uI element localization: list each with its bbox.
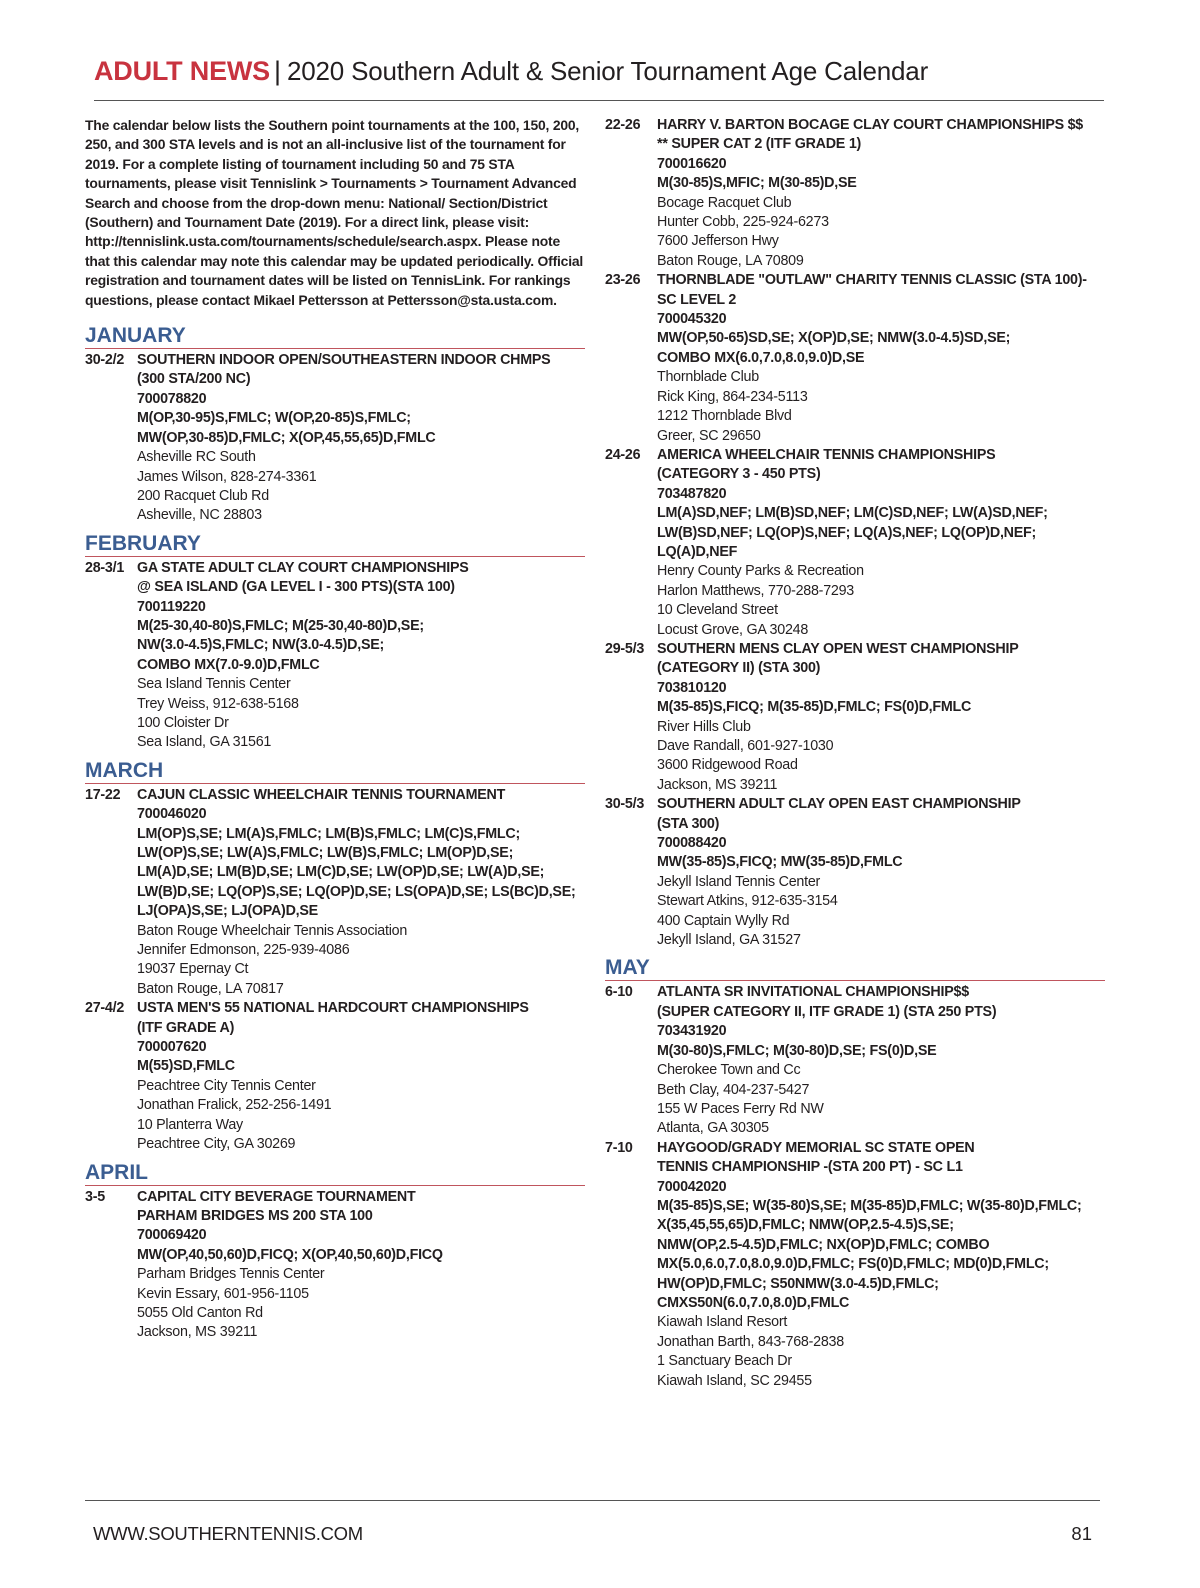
tournament-entry <box>605 116 1105 271</box>
tournament-name: GA STATE ADULT CLAY COURT CHAMPIONSHIPS <box>137 559 469 576</box>
city-state-zip: Locust Grove, GA 30248 <box>657 621 809 638</box>
contact-line: Beth Clay, 404-237-5427 <box>657 1081 810 1098</box>
contact-line: Kevin Essary, 601-956-1105 <box>137 1285 309 1302</box>
tournament-dates: 24-26 <box>605 446 641 463</box>
tournament-detail-line: 700119220 <box>137 598 206 615</box>
tournament-detail-line: CMXS50N(6.0,7.0,8.0)D,FMLC <box>657 1294 850 1311</box>
tournament-entry <box>605 1139 1105 1391</box>
city-state-zip: Asheville, NC 28803 <box>137 507 262 524</box>
contact-line: Jonathan Barth, 843-768-2838 <box>657 1333 844 1350</box>
venue-name: Bocage Racquet Club <box>657 194 792 211</box>
venue-name: Parham Bridges Tennis Center <box>137 1266 325 1283</box>
tournament-detail-line: M(35-85)S,SE; W(35-80)S,SE; M(35-85)D,FMLC; W(35-80)D,FMLC; <box>657 1197 1082 1214</box>
city-state-zip: Greer, SC 29650 <box>657 427 761 444</box>
tournament-detail-line: (CATEGORY II) (STA 300) <box>657 660 821 677</box>
city-state-zip: Baton Rouge, LA 70809 <box>657 252 804 269</box>
city-state-zip: Jekyll Island, GA 31527 <box>657 932 801 949</box>
month-heading: JANUARY <box>85 324 585 349</box>
tournament-details <box>137 1188 585 1343</box>
tournament-detail-line: MX(5.0,6.0,7.0,8.0,9.0)D,FMLC; FS(0)D,FMLC; MD(0)D,FMLC; <box>657 1256 1049 1273</box>
tournament-detail-line: 700007620 <box>137 1039 207 1056</box>
tournament-dates: 23-26 <box>605 272 641 289</box>
city-state-zip: Atlanta, GA 30305 <box>657 1120 769 1137</box>
tournament-name: CAPITAL CITY BEVERAGE TOURNAMENT <box>137 1188 416 1205</box>
venue-name: Kiawah Island Resort <box>657 1314 788 1331</box>
tournament-detail-line: NW(3.0-4.5)S,FMLC; NW(3.0-4.5)D,SE; <box>137 637 385 654</box>
tournament-detail-line: COMBO MX(6.0,7.0,8.0,9.0)D,SE <box>657 349 865 366</box>
address-line: 155 W Paces Ferry Rd NW <box>657 1100 824 1117</box>
city-state-zip: Peachtree City, GA 30269 <box>137 1136 296 1153</box>
tournament-detail-line: M(30-85)S,MFIC; M(30-85)D,SE <box>657 175 857 192</box>
tournament-entry <box>85 559 585 753</box>
tournament-detail-line: ** SUPER CAT 2 (ITF GRADE 1) <box>657 136 862 153</box>
tournament-details <box>657 271 1105 446</box>
april-continued-events <box>605 116 1105 956</box>
tournament-detail-line: 703810120 <box>657 679 727 696</box>
tournament-entry <box>605 271 1105 446</box>
tournament-dates: 17-22 <box>85 786 121 803</box>
tournament-details <box>137 351 585 526</box>
tournament-detail-line: LW(B)SD,NEF; LQ(OP)S,NEF; LQ(A)S,NEF; LQ(OP)D,NEF; <box>657 524 1037 541</box>
venue-name: Peachtree City Tennis Center <box>137 1077 316 1094</box>
tournament-detail-line: M(35-85)S,FICQ; M(35-85)D,FMLC; FS(0)D,FMLC <box>657 699 972 716</box>
tournament-detail-line: M(OP,30-95)S,FMLC; W(OP,20-85)S,FMLC; <box>137 410 411 427</box>
footer-website: WWW.SOUTHERNTENNIS.COM <box>93 1523 363 1544</box>
month-heading: APRIL <box>85 1161 585 1186</box>
section-brand: ADULT NEWS <box>94 56 270 86</box>
page-number: 81 <box>1071 1523 1092 1544</box>
tournament-details <box>657 446 1105 640</box>
address-line: 200 Racquet Club Rd <box>137 487 269 504</box>
tournament-name: USTA MEN'S 55 NATIONAL HARDCOURT CHAMPIONSHIPS <box>137 1000 529 1017</box>
tournament-entry <box>85 1188 585 1343</box>
left-column <box>85 116 585 1349</box>
city-state-zip: Jackson, MS 39211 <box>137 1324 258 1341</box>
address-line: 7600 Jefferson Hwy <box>657 233 779 250</box>
tournament-detail-line: M(25-30,40-80)S,FMLC; M(25-30,40-80)D,SE; <box>137 617 424 634</box>
tournament-dates: 7-10 <box>605 1139 633 1156</box>
tournament-detail-line: (ITF GRADE A) <box>137 1019 235 1036</box>
tournament-entry <box>85 351 585 526</box>
tournament-details <box>137 999 585 1154</box>
address-line: 400 Captain Wylly Rd <box>657 912 790 929</box>
venue-name: Sea Island Tennis Center <box>137 676 291 693</box>
city-state-zip: Baton Rouge, LA 70817 <box>137 980 284 997</box>
tournament-details <box>137 559 585 753</box>
right-month-list <box>605 956 1105 1397</box>
tournament-detail-line: X(35,45,55,65)D,FMLC; NMW(OP,2.5-4.5)S,SE; <box>657 1217 954 1234</box>
address-line: 1 Sanctuary Beach Dr <box>657 1353 792 1370</box>
tournament-name: SOUTHERN ADULT CLAY OPEN EAST CHAMPIONSHIP <box>657 796 1021 813</box>
page-title: 2020 Southern Adult & Senior Tournament Age Calendar <box>287 56 929 86</box>
tournament-detail-line: SC LEVEL 2 <box>657 291 737 308</box>
address-line: 5055 Old Canton Rd <box>137 1304 263 1321</box>
month-heading: MARCH <box>85 759 585 784</box>
tournament-detail-line: M(55)SD,FMLC <box>137 1058 235 1075</box>
address-line: 10 Cleveland Street <box>657 602 778 619</box>
tournament-name: AMERICA WHEELCHAIR TENNIS CHAMPIONSHIPS <box>657 446 996 463</box>
venue-name: River Hills Club <box>657 718 751 735</box>
tournament-detail-line: (STA 300) <box>657 815 720 832</box>
tournament-detail-line: @ SEA ISLAND (GA LEVEL I - 300 PTS)(STA 100) <box>137 579 455 596</box>
tournament-detail-line: MW(OP,30-85)D,FMLC; X(OP,45,55,65)D,FMLC <box>137 429 436 446</box>
contact-line: Hunter Cobb, 225-924-6273 <box>657 214 829 231</box>
contact-line: Dave Randall, 601-927-1030 <box>657 738 834 754</box>
contact-line: James Wilson, 828-274-3361 <box>137 468 317 485</box>
tournament-detail-line: 700078820 <box>137 390 207 407</box>
tournament-name: HARRY V. BARTON BOCAGE CLAY COURT CHAMPIONSHIPS $$ <box>657 117 1084 133</box>
address-line: 19037 Epernay Ct <box>137 961 249 978</box>
city-state-zip: Kiawah Island, SC 29455 <box>657 1372 812 1389</box>
tournament-detail-line: NMW(OP,2.5-4.5)D,FMLC; NX(OP)D,FMLC; COMBO <box>657 1236 990 1253</box>
tournament-entry <box>605 640 1105 795</box>
tournament-detail-line: LW(OP)S,SE; LW(A)S,FMLC; LW(B)S,FMLC; LM(OP)D,SE; <box>137 845 514 861</box>
tournament-detail-line: M(30-80)S,FMLC; M(30-80)D,SE; FS(0)D,SE <box>657 1042 937 1059</box>
city-state-zip: Sea Island, GA 31561 <box>137 734 272 751</box>
tournament-entry <box>605 983 1105 1138</box>
tournament-detail-line: (300 STA/200 NC) <box>137 371 251 388</box>
tournament-detail-line: LM(A)SD,NEF; LM(B)SD,NEF; LM(C)SD,NEF; LW(A)SD,NEF; <box>657 505 1048 522</box>
tournament-dates: 30-2/2 <box>85 352 125 369</box>
venue-name: Baton Rouge Wheelchair Tennis Association <box>137 922 408 939</box>
address-line: 3600 Ridgewood Road <box>657 757 798 774</box>
tournament-details <box>657 116 1105 271</box>
address-line: 1212 Thornblade Blvd <box>657 408 792 425</box>
header-separator: | <box>273 56 281 86</box>
tournament-dates: 6-10 <box>605 984 633 1001</box>
tournament-entry <box>605 446 1105 640</box>
tournament-detail-line: HW(OP)D,FMLC; S50NMW(3.0-4.5)D,FMLC; <box>657 1275 939 1292</box>
intro-paragraph: The calendar below lists the Southern point tournaments at the 100, 150, 200, 250, and 300 STA levels and is not an all-inclusive list of the tournament for 2019. For a complete listing of tournament including 50 and 75 STA tournaments, please visit Tennislink > Tournaments > Tournament Advanced Search and choose from the drop-down menu: National/ Section/District (Southern) and Tournament Date (2019). For a direct link, please visit: http://tennislink.usta.com/tournaments/schedule/search.aspx. Please note that this calendar may note this calendar may be updated periodically. Official registration and tournament dates will be listed on TennisLink. For rankings questions, please contact Mikael Pettersson at Pettersson@sta.usta.com. <box>85 117 584 308</box>
venue-name: Henry County Parks & Recreation <box>657 563 864 580</box>
tournament-detail-line: 703431920 <box>657 1023 727 1040</box>
tournament-detail-line: 700045320 <box>657 311 727 328</box>
tournament-detail-line: LM(A)D,SE; LM(B)D,SE; LM(C)D,SE; LW(OP)D,SE; LW(A)D,SE; <box>137 864 545 881</box>
tournament-detail-line: LJ(OPA)S,SE; LJ(OPA)D,SE <box>137 903 318 920</box>
tournament-name: SOUTHERN MENS CLAY OPEN WEST CHAMPIONSHIP <box>657 640 1019 657</box>
tournament-dates: 22-26 <box>605 117 641 133</box>
tournament-dates: 27-4/2 <box>85 1000 125 1017</box>
tournament-detail-line: 700046020 <box>137 806 207 823</box>
tournament-dates: 3-5 <box>85 1188 105 1205</box>
tournament-detail-line: 700069420 <box>137 1227 207 1244</box>
contact-line: Jonathan Fralick, 252-256-1491 <box>137 1097 332 1114</box>
tournament-detail-line: LM(OP)S,SE; LM(A)S,FMLC; LM(B)S,FMLC; LM(C)S,FMLC; <box>137 825 520 842</box>
tournament-name: THORNBLADE "OUTLAW" CHARITY TENNIS CLASSIC (STA 100)- <box>657 272 1087 289</box>
address-line: 100 Cloister Dr <box>137 714 229 731</box>
city-state-zip: Jackson, MS 39211 <box>657 776 778 793</box>
venue-name: Asheville RC South <box>137 449 256 466</box>
tournament-detail-line: MW(OP,40,50,60)D,FICQ; X(OP,40,50,60)D,FICQ <box>137 1246 443 1263</box>
tournament-name: SOUTHERN INDOOR OPEN/SOUTHEASTERN INDOOR CHMPS <box>137 352 551 369</box>
tournament-details <box>137 786 585 999</box>
month-heading: FEBRUARY <box>85 532 585 557</box>
tournament-detail-line: LW(B)D,SE; LQ(OP)S,SE; LQ(OP)D,SE; LS(OPA)D,SE; LS(BC)D,SE; <box>137 883 576 900</box>
month-heading: MAY <box>605 956 1105 981</box>
tournament-detail-line: 700016620 <box>657 155 727 172</box>
tournament-detail-line: COMBO MX(7.0-9.0)D,FMLC <box>137 656 320 673</box>
address-line: 10 Planterra Way <box>137 1116 243 1133</box>
tournament-detail-line: TENNIS CHAMPIONSHIP -(STA 200 PT) - SC L1 <box>657 1159 963 1176</box>
venue-name: Thornblade Club <box>657 369 759 386</box>
tournament-details <box>657 795 1105 950</box>
page-header <box>94 56 1104 101</box>
tournament-detail-line: (SUPER CATEGORY II, ITF GRADE 1) (STA 250 PTS) <box>657 1003 997 1020</box>
contact-line: Harlon Matthews, 770-288-7293 <box>657 582 854 599</box>
venue-name: Cherokee Town and Cc <box>657 1062 801 1079</box>
tournament-name: CAJUN CLASSIC WHEELCHAIR TENNIS TOURNAMENT <box>137 786 506 803</box>
left-month-list <box>85 324 585 1349</box>
tournament-detail-line: MW(OP,50-65)SD,SE; X(OP)D,SE; NMW(3.0-4.5)SD,SE; <box>657 330 1011 347</box>
tournament-details <box>657 1139 1105 1391</box>
tournament-name: HAYGOOD/GRADY MEMORIAL SC STATE OPEN <box>657 1139 975 1156</box>
tournament-dates: 28-3/1 <box>85 559 125 576</box>
tournament-detail-line: (CATEGORY 3 - 450 PTS) <box>657 466 821 483</box>
page-footer <box>85 1500 1100 1551</box>
tournament-name: ATLANTA SR INVITATIONAL CHAMPIONSHIP$$ <box>657 984 969 1001</box>
contact-line: Stewart Atkins, 912-635-3154 <box>657 893 838 910</box>
venue-name: Jekyll Island Tennis Center <box>657 873 821 890</box>
tournament-entry <box>605 795 1105 950</box>
tournament-detail-line: 700088420 <box>657 835 727 852</box>
tournament-detail-line: 703487820 <box>657 485 727 502</box>
tournament-dates: 29-5/3 <box>605 640 645 657</box>
contact-line: Trey Weiss, 912-638-5168 <box>137 695 299 712</box>
tournament-dates: 30-5/3 <box>605 796 645 813</box>
contact-line: Jennifer Edmonson, 225-939-4086 <box>137 942 350 959</box>
tournament-detail-line: LQ(A)D,NEF <box>657 543 738 560</box>
tournament-details <box>657 640 1105 795</box>
tournament-entry <box>85 999 585 1154</box>
tournament-detail-line: 700042020 <box>657 1178 727 1195</box>
contact-line: Rick King, 864-234-5113 <box>657 388 808 405</box>
tournament-details <box>657 983 1105 1138</box>
tournament-detail-line: PARHAM BRIDGES MS 200 STA 100 <box>137 1207 373 1224</box>
tournament-entry <box>85 786 585 999</box>
right-column <box>605 116 1105 1397</box>
tournament-detail-line: MW(35-85)S,FICQ; MW(35-85)D,FMLC <box>657 854 903 871</box>
